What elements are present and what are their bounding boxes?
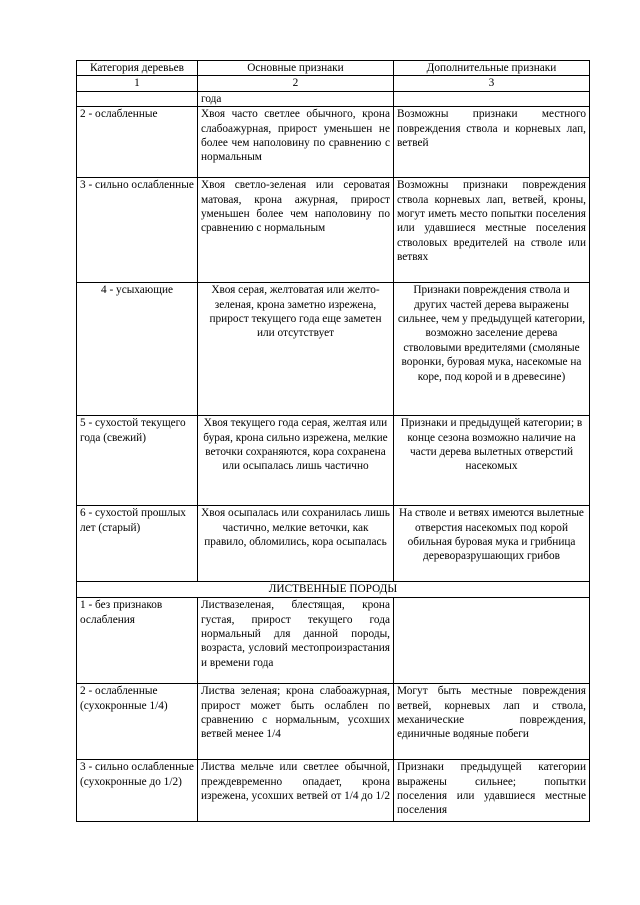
additional-signs-cell: Признаки и предыдущей категории; в конце сезона возможно наличие на части дерева вылетных отверстий насекомых — [394, 416, 590, 506]
additional-signs-cell: Могут быть местные повреждения ветвей, корневых лап и ствола, механические повреждения, единичные водяные побеги — [394, 684, 590, 760]
column-number-row — [77, 76, 590, 91]
category-cell: 3 - сильно ослабленные (сухокронные до 1/2) — [77, 760, 198, 822]
additional-signs-cell: Признаки предыдущей категории выражены сильнее; попытки поселения или удавшиеся местные поселения — [394, 760, 590, 822]
header-row — [77, 61, 590, 76]
table-row — [77, 598, 590, 684]
main-signs-cell: Хвоя текущего года серая, желтая или бурая, крона сильно изрежена, мелкие веточки сохраняются, кора сохранена или осыпалась лишь частично — [198, 416, 394, 506]
table-row — [77, 506, 590, 582]
additional-signs-cell — [394, 598, 590, 684]
category-cell: 5 - сухостой текущего года (свежий) — [77, 416, 198, 506]
main-signs-cell: Хвоя осыпалась или сохранилась лишь частично, мелкие веточки, как правило, обломились, кора осыпалась — [198, 506, 394, 582]
main-signs-cell: Хвоя часто светлее обычного, крона слабоажурная, прирост уменьшен не более чем наполовину по сравнению с нормальным — [198, 107, 394, 178]
main-signs-cell: Листвазеленая, блестящая, крона густая, прирост текущего года нормальный для данной породы, возраста, условий местопроизрастания и времени года — [198, 598, 394, 684]
column-number: 3 — [394, 76, 590, 91]
main-signs-cell: Листва мельче или светлее обычной, преждевременно опадает, крона изрежена, усохших ветвей от 1/4 до 1/2 — [198, 760, 394, 822]
category-cell: 1 - без признаков ослабления — [77, 598, 198, 684]
additional-signs-cell: Возможны признаки местного повреждения ствола и корневых лап, ветвей — [394, 107, 590, 178]
additional-signs-cell: Возможны признаки повреждения ствола корневых лап, ветвей, кроны, могут иметь место попытки поселения или удавшиеся местные поселения стволовых вредителей на стволе или ветвях — [394, 178, 590, 283]
table-row — [77, 283, 590, 416]
header-additional-signs: Дополнительные признаки — [394, 61, 590, 76]
column-number: 2 — [198, 76, 394, 91]
table-row — [77, 416, 590, 506]
table-row — [77, 760, 590, 822]
continuation-text: года — [198, 91, 394, 106]
category-cell: 6 - сухостой прошлых лет (старый) — [77, 506, 198, 582]
document-page — [76, 60, 589, 822]
category-cell: 4 - усыхающие — [77, 283, 198, 416]
section-title: ЛИСТВЕННЫЕ ПОРОДЫ — [77, 582, 590, 598]
category-cell: 2 - ослабленные (сухокронные 1/4) — [77, 684, 198, 760]
category-cell: 2 - ослабленные — [77, 107, 198, 178]
header-category: Категория деревьев — [77, 61, 198, 76]
table-row — [77, 684, 590, 760]
section-row — [77, 582, 590, 598]
column-number: 1 — [77, 76, 198, 91]
header-main-signs: Основные признаки — [198, 61, 394, 76]
category-cell: 3 - сильно ослабленные — [77, 178, 198, 283]
main-signs-cell: Хвоя серая, желтоватая или желто-зеленая, крона заметно изрежена, прирост текущего года еще заметен или отсутствует — [198, 283, 394, 416]
main-signs-cell: Хвоя светло-зеленая или сероватая матовая, крона ажурная, прирост уменьшен более чем наполовину по сравнению с нормальным — [198, 178, 394, 283]
table-row — [77, 107, 590, 178]
additional-signs-cell: На стволе и ветвях имеются вылетные отверстия насекомых под корой обильная буровая мука и грибница дереворазрушающих грибов — [394, 506, 590, 582]
tree-category-table — [76, 60, 590, 822]
table-row — [77, 178, 590, 283]
main-signs-cell: Листва зеленая; крона слабоажурная, прирост может быть ослаблен по сравнению с нормальным, усохших ветвей менее 1/4 — [198, 684, 394, 760]
additional-signs-cell: Признаки повреждения ствола и других частей дерева выражены сильнее, чем у предыдущей категории, возможно заселение дерева стволовыми вредителями (смоляные воронки, буровая мука, насекомые на коре, под корой и в древесине) — [394, 283, 590, 416]
continuation-row — [77, 91, 590, 106]
